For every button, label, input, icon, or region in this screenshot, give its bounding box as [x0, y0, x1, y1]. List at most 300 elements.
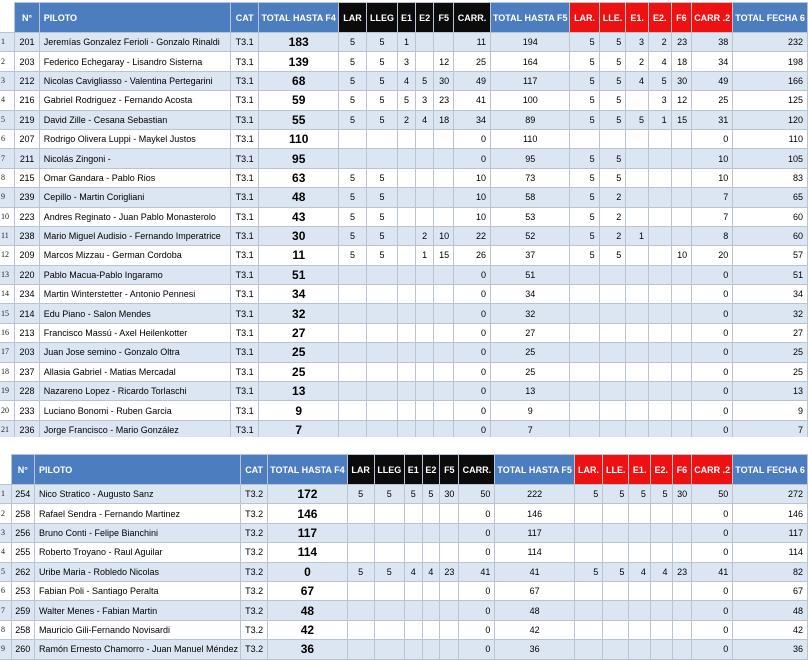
header-piloto: PILOTO [39, 3, 230, 33]
cell-lle2: 5 [599, 168, 626, 187]
cell-total-f6: 7 [733, 420, 808, 439]
cell-total-f4: 68 [259, 71, 339, 90]
cell-carr2: 49 [692, 71, 733, 90]
cell-f5 [434, 188, 454, 207]
cell-num: 254 [11, 485, 34, 504]
cell-row-index: 14 [0, 285, 15, 304]
cell-f6 [671, 323, 692, 342]
cell-cat: T3.2 [241, 640, 268, 659]
cell-e1b [626, 323, 649, 342]
cell-total-f4: 25 [259, 343, 339, 362]
cell-piloto: Marcos Mizzau - German Cordoba [39, 246, 230, 265]
cell-piloto: Bruno Conti - Felipe Bianchini [34, 523, 240, 542]
cell-e2b [650, 523, 672, 542]
cell-e2 [415, 149, 433, 168]
table-row [0, 640, 808, 659]
cell-lar2 [574, 504, 602, 523]
cell-carr2: 0 [692, 420, 733, 439]
cell-lleg [367, 362, 398, 381]
cell-e2: 3 [415, 91, 433, 110]
cell-piloto: Omar Gandara - Pablo Rios [39, 168, 230, 187]
cell-lar: 5 [338, 33, 366, 52]
cell-f5: 10 [434, 226, 454, 245]
cell-num: 237 [15, 362, 39, 381]
header-num: N° [15, 3, 39, 33]
cell-lar: 5 [338, 226, 366, 245]
cell-carr2: 38 [692, 33, 733, 52]
cell-e1 [397, 246, 415, 265]
header-e1b: E1. [629, 455, 651, 485]
cell-carr: 11 [454, 33, 491, 52]
cell-e2 [415, 207, 433, 226]
cell-f6 [671, 207, 692, 226]
cell-e1 [405, 543, 422, 562]
cell-piloto: Nico Stratico - Augusto Sanz [34, 485, 240, 504]
cell-lleg [374, 504, 404, 523]
cell-carr2: 0 [692, 323, 733, 342]
cell-total-f5: 146 [495, 504, 575, 523]
cell-num: 228 [15, 382, 39, 401]
cell-lle2 [599, 343, 626, 362]
cell-lleg [367, 304, 398, 323]
cell-f5: 23 [434, 91, 454, 110]
cell-num: 238 [15, 226, 39, 245]
cell-f6 [671, 168, 692, 187]
header-total-f4: TOTAL HASTA F4 [259, 3, 339, 33]
cell-total-f6: 110 [733, 129, 808, 148]
cell-f5 [434, 304, 454, 323]
cell-lar2: 5 [570, 91, 599, 110]
header-lle2: LLE. [599, 3, 626, 33]
cell-carr2: 7 [692, 188, 733, 207]
cell-piloto: Roberto Troyano - Raul Aguilar [34, 543, 240, 562]
table-row [0, 52, 808, 71]
cell-lar [338, 265, 366, 284]
cell-piloto: Nazareno Lopez - Ricardo Torlaschi [39, 382, 230, 401]
cell-total-f6: 13 [733, 382, 808, 401]
cell-e1b: 1 [626, 226, 649, 245]
table-body [0, 33, 808, 440]
cell-lleg [367, 129, 398, 148]
cell-lle2: 5 [599, 71, 626, 90]
cell-total-f4: 55 [259, 110, 339, 129]
cell-piloto: Nicolás Zingoni - [39, 149, 230, 168]
table-row [0, 265, 808, 284]
cell-f6 [672, 620, 692, 639]
cell-e2 [422, 620, 440, 639]
cell-lar2 [570, 304, 599, 323]
table-row [0, 246, 808, 265]
cell-f5 [434, 401, 454, 420]
cell-e2b [650, 601, 672, 620]
cell-e2b [648, 207, 671, 226]
cell-total-f6: 232 [733, 33, 808, 52]
cell-e2b [650, 543, 672, 562]
cell-row-index: 20 [0, 401, 15, 420]
cell-piloto: Luciano Bonomi - Ruben Garcia [39, 401, 230, 420]
cell-lar2 [574, 601, 602, 620]
cell-piloto: Martin Winterstetter - Antonio Pennesi [39, 285, 230, 304]
cell-total-f4: 0 [268, 562, 348, 581]
header-index [0, 455, 11, 485]
cell-lar2: 5 [570, 33, 599, 52]
cell-e2b [650, 504, 672, 523]
cell-f6 [671, 129, 692, 148]
header-num: N° [11, 455, 34, 485]
cell-lar [338, 343, 366, 362]
cell-e1 [397, 265, 415, 284]
table-row [0, 401, 808, 420]
cell-total-f6: 25 [733, 362, 808, 381]
cell-e1: 4 [397, 71, 415, 90]
standings-table-t31 [0, 2, 808, 440]
cell-f6 [671, 188, 692, 207]
cell-total-f5: 194 [490, 33, 570, 52]
cell-total-f5: 222 [495, 485, 575, 504]
cell-total-f4: 63 [259, 168, 339, 187]
cell-lar [347, 640, 374, 659]
cell-lle2 [599, 382, 626, 401]
cell-total-f4: 139 [259, 52, 339, 71]
cell-total-f6: 57 [733, 246, 808, 265]
cell-e1 [405, 523, 422, 542]
cell-lar2 [570, 265, 599, 284]
cell-cat: T3.1 [230, 129, 259, 148]
cell-lle2: 5 [599, 33, 626, 52]
cell-e1 [405, 620, 422, 639]
cell-cat: T3.2 [241, 523, 268, 542]
cell-e2: 4 [415, 110, 433, 129]
cell-lar [347, 601, 374, 620]
cell-e1b [626, 129, 649, 148]
cell-f6 [671, 343, 692, 362]
cell-total-f6: 42 [733, 620, 808, 639]
cell-total-f5: 37 [490, 246, 570, 265]
cell-total-f6: 48 [733, 601, 808, 620]
cell-f6: 18 [671, 52, 692, 71]
cell-lle2 [599, 285, 626, 304]
cell-e1 [405, 601, 422, 620]
cell-lar2 [570, 129, 599, 148]
cell-total-f5: 58 [490, 188, 570, 207]
cell-row-index: 2 [0, 52, 15, 71]
cell-num: 259 [11, 601, 34, 620]
cell-row-index: 3 [0, 71, 15, 90]
cell-lle2: 2 [599, 207, 626, 226]
cell-total-f6: 117 [733, 523, 808, 542]
cell-row-index: 9 [0, 640, 11, 659]
cell-lle2: 5 [599, 110, 626, 129]
cell-total-f4: 183 [259, 33, 339, 52]
cell-e2: 2 [415, 226, 433, 245]
cell-cat: T3.2 [241, 620, 268, 639]
cell-e2b: 3 [648, 91, 671, 110]
cell-carr2: 0 [692, 265, 733, 284]
cell-f5 [434, 285, 454, 304]
cell-total-f4: 117 [268, 523, 348, 542]
cell-lar2 [574, 581, 602, 600]
cell-row-index: 2 [0, 504, 11, 523]
cell-total-f5: 7 [490, 420, 570, 439]
cell-e2b [648, 226, 671, 245]
cell-e2b [648, 285, 671, 304]
cell-e2 [415, 188, 433, 207]
cell-e1b [629, 504, 651, 523]
cell-row-index: 9 [0, 188, 15, 207]
cell-lar2: 5 [570, 168, 599, 187]
cell-e2 [415, 323, 433, 342]
cell-f5 [434, 362, 454, 381]
cell-total-f5: 100 [490, 91, 570, 110]
cell-lleg [367, 265, 398, 284]
header-carr: CARR. [459, 455, 495, 485]
cell-cat: T3.2 [241, 504, 268, 523]
cell-carr: 0 [454, 265, 491, 284]
cell-num: 213 [15, 323, 39, 342]
cell-cat: T3.1 [230, 226, 259, 245]
cell-piloto: Andres Reginato - Juan Pablo Monasterolo [39, 207, 230, 226]
cell-lar: 5 [338, 52, 366, 71]
cell-total-f4: 146 [268, 504, 348, 523]
cell-row-index: 6 [0, 129, 15, 148]
cell-f5 [434, 382, 454, 401]
cell-total-f6: 36 [733, 640, 808, 659]
cell-e1: 1 [397, 33, 415, 52]
cell-e2 [415, 285, 433, 304]
cell-f6 [672, 581, 692, 600]
cell-lar2 [574, 620, 602, 639]
cell-carr2: 0 [692, 581, 733, 600]
cell-e1b [629, 581, 651, 600]
cell-carr: 10 [454, 207, 491, 226]
cell-total-f5: 25 [490, 362, 570, 381]
cell-e1: 5 [397, 91, 415, 110]
cell-total-f4: 51 [259, 265, 339, 284]
cell-e2 [415, 382, 433, 401]
cell-num: 258 [11, 504, 34, 523]
cell-lar [338, 323, 366, 342]
section-divider [0, 437, 808, 454]
cell-carr: 10 [454, 168, 491, 187]
table-row [0, 188, 808, 207]
cell-f6: 23 [672, 562, 692, 581]
cell-piloto: Rafael Sendra - Fernando Martinez [34, 504, 240, 523]
cell-carr: 34 [454, 110, 491, 129]
cell-piloto: Mauricio Gili-Fernando Novisardi [34, 620, 240, 639]
cell-carr: 0 [459, 523, 495, 542]
cell-total-f5: 110 [490, 129, 570, 148]
cell-lleg [374, 601, 404, 620]
cell-piloto: Francisco Massú - Axel Heilenkotter [39, 323, 230, 342]
cell-total-f6: 146 [733, 504, 808, 523]
cell-e1b [629, 620, 651, 639]
cell-e1 [397, 188, 415, 207]
cell-cat: T3.2 [241, 543, 268, 562]
cell-f5 [434, 168, 454, 187]
cell-e1b [626, 91, 649, 110]
cell-carr: 0 [454, 129, 491, 148]
cell-row-index: 19 [0, 382, 15, 401]
cell-lle2 [599, 129, 626, 148]
cell-e1 [397, 401, 415, 420]
header-carr: CARR. [454, 3, 491, 33]
cell-e1: 2 [397, 110, 415, 129]
cell-f5: 12 [434, 52, 454, 71]
cell-piloto: Mario Miguel Audisio - Fernando Imperatrice [39, 226, 230, 245]
cell-total-f6: 105 [733, 149, 808, 168]
cell-lar2: 5 [570, 149, 599, 168]
cell-e1 [405, 581, 422, 600]
cell-carr2: 41 [692, 562, 733, 581]
table-body [0, 485, 808, 660]
cell-cat: T3.1 [230, 91, 259, 110]
cell-lleg [367, 285, 398, 304]
cell-num: 258 [11, 620, 34, 639]
cell-e1b: 4 [629, 562, 651, 581]
cell-row-index: 13 [0, 265, 15, 284]
cell-f5 [434, 323, 454, 342]
header-e2: E2 [422, 455, 440, 485]
cell-e2 [415, 265, 433, 284]
table-row [0, 343, 808, 362]
cell-piloto: Jorge Francisco - Mario González [39, 420, 230, 439]
cell-lleg [367, 323, 398, 342]
cell-f5 [440, 504, 459, 523]
table-row [0, 382, 808, 401]
cell-e2b [650, 620, 672, 639]
cell-e2b [648, 323, 671, 342]
cell-total-f4: 11 [259, 246, 339, 265]
cell-num: 207 [15, 129, 39, 148]
cell-lar [347, 581, 374, 600]
cell-e1 [397, 304, 415, 323]
cell-f6 [671, 382, 692, 401]
cell-carr2: 0 [692, 504, 733, 523]
cell-lar2: 5 [570, 226, 599, 245]
cell-total-f5: 114 [495, 543, 575, 562]
cell-total-f4: 9 [259, 401, 339, 420]
cell-lleg [374, 543, 404, 562]
cell-f6 [672, 640, 692, 659]
cell-lle2 [603, 543, 629, 562]
cell-total-f6: 166 [733, 71, 808, 90]
cell-e2b [648, 401, 671, 420]
cell-row-index: 11 [0, 226, 15, 245]
cell-num: 214 [15, 304, 39, 323]
cell-lle2: 2 [599, 188, 626, 207]
cell-lle2 [603, 640, 629, 659]
cell-e2b: 1 [648, 110, 671, 129]
cell-e2 [422, 601, 440, 620]
cell-total-f4: 42 [268, 620, 348, 639]
cell-f5: 30 [440, 485, 459, 504]
cell-e2 [415, 33, 433, 52]
cell-f6 [672, 523, 692, 542]
cell-total-f4: 43 [259, 207, 339, 226]
cell-total-f5: 25 [490, 343, 570, 362]
cell-carr2: 0 [692, 382, 733, 401]
cell-num: 233 [15, 401, 39, 420]
cell-e1b: 5 [626, 110, 649, 129]
table-row [0, 226, 808, 245]
cell-row-index: 6 [0, 581, 11, 600]
cell-total-f4: 110 [259, 129, 339, 148]
cell-f5 [434, 129, 454, 148]
cell-lar2 [570, 362, 599, 381]
cell-lar: 5 [338, 91, 366, 110]
cell-e1b: 3 [626, 33, 649, 52]
header-total-f6: TOTAL FECHA 6 [733, 455, 808, 485]
cell-num: 211 [15, 149, 39, 168]
cell-lleg: 5 [374, 485, 404, 504]
cell-lar [338, 362, 366, 381]
header-carr2: CARR .2 [692, 3, 733, 33]
table-row [0, 91, 808, 110]
cell-total-f5: 67 [495, 581, 575, 600]
header-e1: E1 [397, 3, 415, 33]
cell-carr2: 25 [692, 91, 733, 110]
cell-total-f5: 42 [495, 620, 575, 639]
cell-total-f4: 48 [268, 601, 348, 620]
cell-total-f4: 30 [259, 226, 339, 245]
cell-carr: 41 [454, 91, 491, 110]
cell-carr2: 0 [692, 523, 733, 542]
cell-lar2: 5 [570, 207, 599, 226]
header-cat: CAT [241, 455, 268, 485]
cell-f6: 30 [672, 485, 692, 504]
cell-lleg: 5 [367, 110, 398, 129]
cell-f5 [440, 543, 459, 562]
cell-e1 [397, 168, 415, 187]
cell-piloto: Nicolas Cavigliasso - Valentina Pertegarini [39, 71, 230, 90]
header-index [0, 3, 15, 33]
cell-lar2 [570, 343, 599, 362]
cell-carr: 22 [454, 226, 491, 245]
table-row [0, 523, 808, 542]
cell-total-f4: 48 [259, 188, 339, 207]
cell-lar2 [574, 543, 602, 562]
cell-num: 234 [15, 285, 39, 304]
cell-row-index: 18 [0, 362, 15, 381]
header-carr2: CARR .2 [692, 455, 733, 485]
table-row [0, 485, 808, 504]
cell-f5: 15 [434, 246, 454, 265]
cell-carr2: 50 [692, 485, 733, 504]
cell-e2b [648, 246, 671, 265]
table-row [0, 562, 808, 581]
cell-e1b [626, 265, 649, 284]
cell-e1b [626, 343, 649, 362]
cell-e1 [397, 343, 415, 362]
cell-lle2 [603, 504, 629, 523]
cell-e1b [629, 543, 651, 562]
cell-row-index: 3 [0, 523, 11, 542]
cell-num: 253 [11, 581, 34, 600]
cell-e1 [405, 640, 422, 659]
table-row [0, 33, 808, 52]
cell-carr: 0 [459, 620, 495, 639]
cell-piloto: Ramón Ernesto Chamorro - Juan Manuel Méndez [34, 640, 240, 659]
cell-lle2: 5 [599, 52, 626, 71]
cell-e1 [405, 504, 422, 523]
cell-total-f6: 125 [733, 91, 808, 110]
cell-total-f5: 34 [490, 285, 570, 304]
cell-total-f6: 82 [733, 562, 808, 581]
cell-f6 [671, 304, 692, 323]
cell-carr2: 0 [692, 543, 733, 562]
cell-lar2: 5 [570, 188, 599, 207]
cell-carr2: 31 [692, 110, 733, 129]
